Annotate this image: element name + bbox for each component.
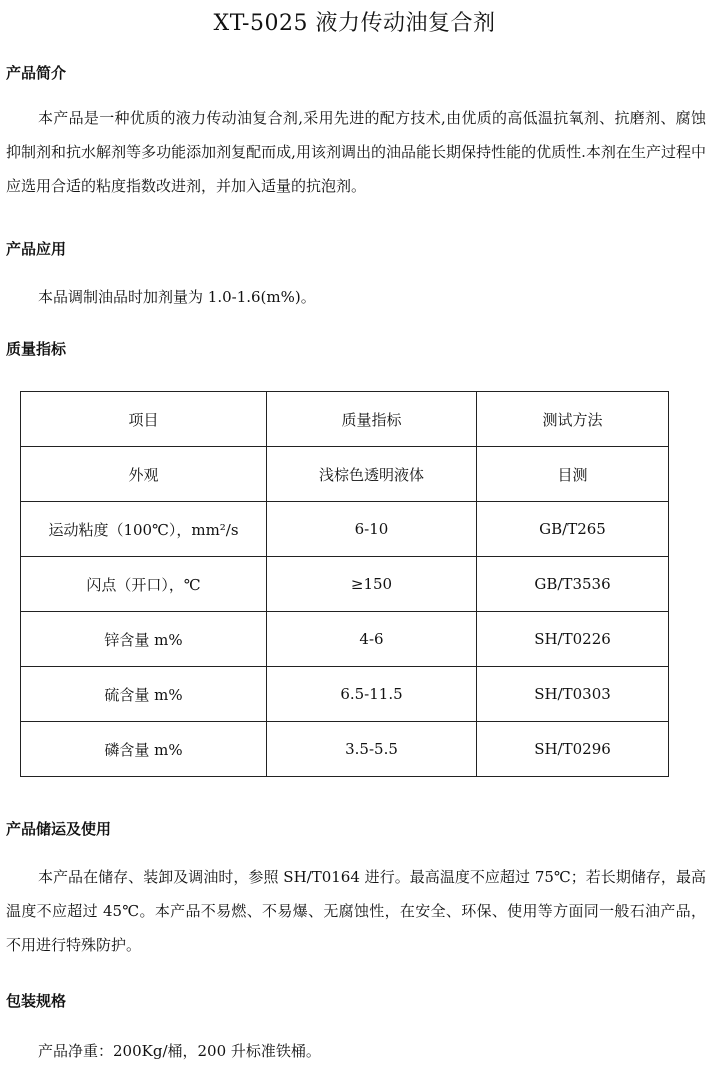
packaging-text: 产品净重：200Kg/桶，200 升标准铁桶。	[38, 1042, 321, 1060]
header-cell-method: 测试方法	[477, 392, 669, 447]
table-cell-item: 运动粘度（100℃），mm²/s	[21, 502, 267, 557]
product-intro-text: 本产品是一种优质的液力传动油复合剂,采用先进的配方技术,由优质的高低温抗氧剂、抗磨剂、腐蚀抑制剂和抗水解剂等多功能添加剂复配而成,用该剂调出的油品能长期保持性能的优质性.本剂在生产过程中应选用合适的粘度指数改进剂，并加入适量的抗泡剂。	[6, 109, 706, 195]
section-heading-application: 产品应用	[6, 240, 67, 258]
section-heading-product-intro: 产品简介	[6, 64, 67, 82]
table-cell-item: 闪点（开口），℃	[21, 557, 267, 612]
table-row	[21, 557, 669, 612]
section-heading-quality-specs: 质量指标	[6, 340, 67, 358]
table-row	[21, 667, 669, 722]
table-cell-item: 磷含量 m%	[21, 722, 267, 777]
application-text: 本品调制油品时加剂量为 1.0-1.6(m%)。	[38, 288, 316, 306]
table-row	[21, 502, 669, 557]
storage-usage-text: 本产品在储存、装卸及调油时，参照 SH/T0164 进行。最高温度不应超过 75℃；若长期储存，最高温度不应超过 45℃。本产品不易燃、不易爆、无腐蚀性，在安全、环保、使用等方面同一般石油产品，不用进行特殊防护。	[6, 868, 706, 954]
table-cell-method: GB/T265	[477, 502, 669, 557]
section-heading-storage-usage: 产品储运及使用	[6, 820, 112, 838]
table-cell-method: 目测	[477, 447, 669, 502]
quality-spec-table	[20, 391, 669, 777]
table-cell-item: 硫含量 m%	[21, 667, 267, 722]
table-cell-method: SH/T0226	[477, 612, 669, 667]
table-row	[21, 722, 669, 777]
section-heading-packaging: 包装规格	[6, 992, 67, 1010]
table-cell-spec: 浅棕色透明液体	[267, 447, 477, 502]
document-title: XT-5025 液力传动油复合剂	[213, 11, 496, 36]
table-cell-spec: 6-10	[267, 502, 477, 557]
header-cell-item: 项目	[21, 392, 267, 447]
table-row	[21, 612, 669, 667]
table-row	[21, 447, 669, 502]
table-cell-method: SH/T0303	[477, 667, 669, 722]
table-header-row	[21, 392, 669, 447]
header-cell-spec: 质量指标	[267, 392, 477, 447]
table-cell-method: SH/T0296	[477, 722, 669, 777]
table-cell-item: 锌含量 m%	[21, 612, 267, 667]
table-cell-item: 外观	[21, 447, 267, 502]
table-cell-spec: ≥150	[267, 557, 477, 612]
table-cell-spec: 4-6	[267, 612, 477, 667]
table-cell-method: GB/T3536	[477, 557, 669, 612]
table-cell-spec: 6.5-11.5	[267, 667, 477, 722]
table-cell-spec: 3.5-5.5	[267, 722, 477, 777]
